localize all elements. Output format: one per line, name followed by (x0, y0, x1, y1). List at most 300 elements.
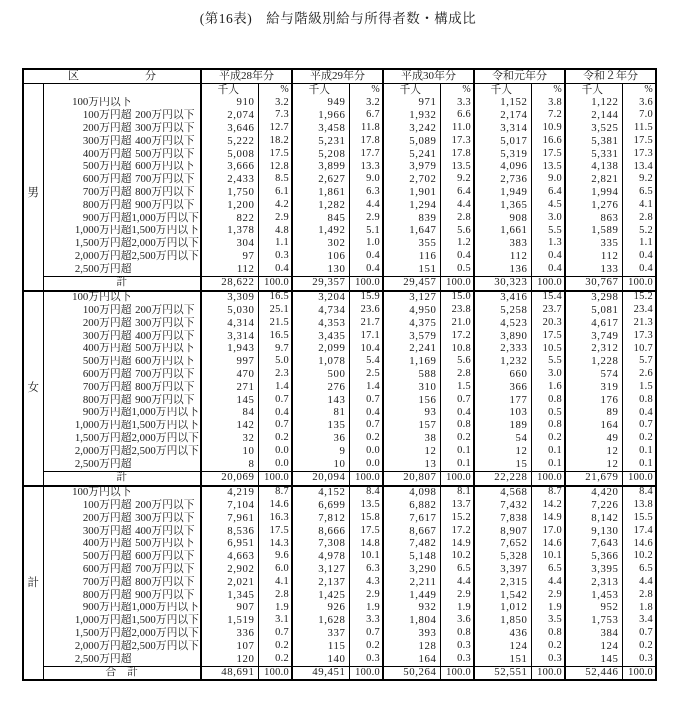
pct-cell: 13.5 (349, 499, 383, 512)
pct-cell: 17.5 (258, 148, 292, 161)
count-cell: 4,152 (292, 486, 349, 500)
unit-people-header: 千人 (474, 84, 531, 97)
count-cell: 3,666 (201, 161, 258, 174)
count-cell: 1,276 (565, 199, 622, 212)
table-body (23, 69, 656, 680)
pct-cell: 7.3 (258, 109, 292, 122)
count-cell: 1,078 (292, 356, 349, 369)
count-cell: 997 (201, 356, 258, 369)
pct-cell: 6.5 (531, 563, 565, 576)
count-cell: 3,127 (292, 563, 349, 576)
total-pct-cell: 100.0 (349, 276, 383, 290)
class-label-p1: 300万円超 (82, 134, 132, 147)
class-label-p1: 400万円超 (82, 147, 132, 160)
count-cell: 7,617 (383, 512, 440, 525)
class-label (43, 250, 201, 263)
class-label-p2: 1,500万円以下 (131, 614, 199, 627)
count-cell: 84 (201, 407, 258, 420)
count-cell: 500 (292, 368, 349, 381)
count-cell: 336 (201, 627, 258, 640)
pct-cell: 2.8 (622, 589, 656, 602)
count-cell: 1,932 (383, 109, 440, 122)
count-cell: 8,666 (292, 525, 349, 538)
pct-cell: 0.7 (258, 394, 292, 407)
count-cell: 3,395 (565, 563, 622, 576)
count-cell: 4,353 (292, 317, 349, 330)
pct-cell: 13.4 (622, 161, 656, 174)
pct-cell: 1.2 (440, 237, 474, 250)
class-label-p1: 600万円超 (82, 563, 132, 576)
count-cell: 8,536 (201, 525, 258, 538)
pct-cell: 21.7 (349, 317, 383, 330)
pct-cell: 2.9 (349, 212, 383, 225)
class-label (43, 161, 201, 174)
pct-cell: 9.0 (349, 173, 383, 186)
class-label (43, 563, 201, 576)
count-cell: 3,458 (292, 122, 349, 135)
pct-cell: 12.7 (258, 122, 292, 135)
count-cell: 151 (383, 263, 440, 276)
pct-cell: 4.8 (258, 225, 292, 238)
count-cell: 177 (474, 394, 531, 407)
pct-cell: 0.5 (440, 263, 474, 276)
pct-cell: 1.0 (349, 237, 383, 250)
class-label-p2: 200万円以下 (135, 109, 195, 122)
year-header: 平成30年分 (383, 69, 474, 84)
count-cell: 130 (292, 263, 349, 276)
count-cell: 1,365 (474, 199, 531, 212)
pct-cell: 5.7 (622, 356, 656, 369)
pct-cell: 1.9 (258, 602, 292, 615)
class-label (43, 394, 201, 407)
class-label-p1: 2,500万円超 (74, 457, 132, 470)
count-cell: 89 (565, 407, 622, 420)
class-label (43, 199, 201, 212)
gender-label: 女 (23, 291, 43, 486)
count-cell: 1,012 (474, 602, 531, 615)
pct-cell: 0.4 (531, 250, 565, 263)
pct-cell: 6.5 (622, 563, 656, 576)
class-label-p1: 2,500万円超 (74, 262, 132, 275)
pct-cell: 14.9 (531, 512, 565, 525)
count-cell: 5,331 (565, 148, 622, 161)
count-cell: 1,966 (292, 109, 349, 122)
count-cell: 93 (383, 407, 440, 420)
pct-cell: 14.6 (258, 499, 292, 512)
pct-cell: 14.6 (622, 538, 656, 551)
count-cell: 310 (383, 381, 440, 394)
pct-cell: 17.5 (622, 135, 656, 148)
pct-cell: 0.1 (531, 445, 565, 458)
pct-cell: 16.3 (258, 512, 292, 525)
count-cell: 4,096 (474, 161, 531, 174)
pct-cell: 0.2 (531, 432, 565, 445)
pct-cell: 7.0 (622, 109, 656, 122)
class-label-p1: 1,000万円超 (74, 224, 132, 237)
class-label-p2: 300万円以下 (135, 317, 195, 329)
pct-cell: 17.1 (349, 330, 383, 343)
count-cell: 4,375 (383, 317, 440, 330)
pct-cell: 16.5 (258, 330, 292, 343)
pct-cell: 14.2 (531, 499, 565, 512)
count-cell: 5,081 (565, 304, 622, 317)
pct-cell: 23.8 (440, 304, 474, 317)
class-label (43, 458, 201, 471)
pct-cell: 0.4 (349, 407, 383, 420)
class-label (43, 291, 201, 305)
pct-cell: 4.2 (258, 199, 292, 212)
pct-cell: 3.0 (531, 368, 565, 381)
pct-cell: 2.3 (258, 368, 292, 381)
class-label (43, 368, 201, 381)
pct-cell: 0.3 (440, 640, 474, 653)
count-cell: 128 (383, 640, 440, 653)
pct-cell: 17.4 (622, 525, 656, 538)
pct-cell: 2.8 (440, 212, 474, 225)
count-cell: 2,211 (383, 576, 440, 589)
count-cell: 4,098 (383, 486, 440, 500)
total-count-cell: 49,451 (292, 666, 349, 680)
class-label-p1: 200万円超 (82, 122, 132, 134)
count-cell: 133 (565, 263, 622, 276)
total-pct-cell: 100.0 (440, 666, 474, 680)
count-cell: 1,753 (565, 614, 622, 627)
count-cell: 949 (292, 97, 349, 110)
total-pct-cell: 100.0 (258, 666, 292, 680)
count-cell: 7,961 (201, 512, 258, 525)
pct-cell: 5.5 (531, 356, 565, 369)
pct-cell: 15.2 (622, 291, 656, 305)
pct-cell: 3.2 (258, 97, 292, 110)
pct-cell: 2.8 (258, 589, 292, 602)
class-label (43, 589, 201, 602)
class-label-p2: 900万円以下 (135, 588, 195, 601)
pct-cell: 1.8 (622, 602, 656, 615)
class-label-p2: 300万円以下 (135, 512, 195, 524)
class-label-p1: 300万円超 (82, 329, 132, 342)
total-pct-cell: 100.0 (622, 276, 656, 290)
count-cell: 660 (474, 368, 531, 381)
class-label (43, 135, 201, 148)
pct-cell: 0.7 (440, 394, 474, 407)
count-cell: 120 (201, 653, 258, 666)
pct-cell: 4.4 (440, 576, 474, 589)
pct-cell: 1.9 (440, 602, 474, 615)
pct-cell: 13.3 (349, 161, 383, 174)
count-cell: 3,314 (201, 330, 258, 343)
class-label-p1: 300万円超 (82, 524, 132, 537)
pct-cell: 0.1 (622, 445, 656, 458)
class-label-p2: 1,000万円以下 (131, 601, 199, 614)
class-label-p1: 1,000万円超 (74, 419, 132, 432)
class-label-p2: 1,500万円以下 (131, 419, 199, 432)
count-cell: 3,749 (565, 330, 622, 343)
count-cell: 2,627 (292, 173, 349, 186)
class-label (43, 499, 201, 512)
class-label-p2: 700万円以下 (135, 563, 195, 576)
class-label-p2: 600万円以下 (135, 550, 195, 563)
pct-cell: 17.3 (622, 148, 656, 161)
class-label (43, 640, 201, 653)
corner-header-left: 区 (68, 69, 79, 82)
count-cell: 3,309 (201, 291, 258, 305)
count-cell: 863 (565, 212, 622, 225)
count-cell: 2,736 (474, 173, 531, 186)
pct-cell: 3.1 (258, 614, 292, 627)
class-label-p1: 200万円超 (82, 512, 132, 524)
count-cell: 157 (383, 420, 440, 433)
pct-cell: 0.8 (531, 420, 565, 433)
count-cell: 3,290 (383, 563, 440, 576)
pct-cell: 2.8 (622, 212, 656, 225)
count-cell: 12 (383, 445, 440, 458)
class-label-p2: 1,000万円以下 (131, 211, 199, 224)
count-cell: 2,315 (474, 576, 531, 589)
class-label-p1: 700万円超 (82, 381, 132, 393)
header-spacer-gender (23, 84, 43, 97)
class-label-p1: 700万円超 (82, 576, 132, 588)
class-label (43, 304, 201, 317)
total-pct-cell: 100.0 (349, 666, 383, 680)
pct-cell: 1.4 (258, 381, 292, 394)
pct-cell: 0.8 (531, 627, 565, 640)
class-label (43, 486, 201, 500)
total-count-cell: 20,094 (292, 471, 349, 485)
pct-cell: 13.8 (622, 499, 656, 512)
unit-pct-header: % (258, 84, 292, 97)
count-cell: 8,907 (474, 525, 531, 538)
pct-cell: 25.1 (258, 304, 292, 317)
pct-cell: 4.4 (440, 199, 474, 212)
total-pct-cell: 100.0 (622, 666, 656, 680)
pct-cell: 0.0 (258, 445, 292, 458)
count-cell: 337 (292, 627, 349, 640)
pct-cell: 0.7 (258, 420, 292, 433)
count-cell: 1,861 (292, 186, 349, 199)
count-cell: 470 (201, 368, 258, 381)
pct-cell: 21.5 (258, 317, 292, 330)
count-cell: 112 (474, 250, 531, 263)
count-cell: 164 (383, 653, 440, 666)
total-count-cell: 28,622 (201, 276, 258, 290)
count-cell: 1,647 (383, 225, 440, 238)
pct-cell: 0.1 (622, 458, 656, 471)
class-label (43, 173, 201, 186)
class-label-p2: 200万円以下 (135, 499, 195, 512)
pct-cell: 15.8 (349, 512, 383, 525)
pct-cell: 17.2 (440, 330, 474, 343)
count-cell: 3,525 (565, 122, 622, 135)
pct-cell: 17.5 (531, 330, 565, 343)
class-label-p1: 500万円超 (82, 550, 132, 563)
pct-cell: 12.8 (258, 161, 292, 174)
pct-cell: 0.7 (622, 420, 656, 433)
class-label-p1: 2,000万円超 (74, 640, 132, 652)
pct-cell: 6.6 (440, 109, 474, 122)
count-cell: 8,142 (565, 512, 622, 525)
count-cell: 49 (565, 432, 622, 445)
class-label-p1: 100万円超 (82, 109, 132, 122)
pct-cell: 1.1 (258, 237, 292, 250)
count-cell: 1,122 (565, 97, 622, 110)
year-header: 令和２年分 (565, 69, 656, 84)
class-label-p1: 800万円超 (82, 198, 132, 211)
pct-cell: 10.9 (531, 122, 565, 135)
count-cell: 9,130 (565, 525, 622, 538)
class-label-p1: 900万円超 (82, 601, 132, 614)
count-cell: 1,200 (201, 199, 258, 212)
pct-cell: 0.5 (531, 407, 565, 420)
unit-pct-header: % (349, 84, 383, 97)
unit-people-header: 千人 (565, 84, 622, 97)
pct-cell: 0.2 (258, 640, 292, 653)
count-cell: 1,850 (474, 614, 531, 627)
count-cell: 1,628 (292, 614, 349, 627)
class-label (43, 525, 201, 538)
total-count-cell: 30,767 (565, 276, 622, 290)
pct-cell: 3.3 (440, 97, 474, 110)
class-label-p2: 800万円以下 (135, 186, 195, 198)
class-label-p2: 500万円以下 (135, 342, 195, 355)
class-label (43, 97, 201, 110)
class-label (43, 602, 201, 615)
year-header: 平成28年分 (201, 69, 292, 84)
count-cell: 3,646 (201, 122, 258, 135)
class-label-p2: 400万円以下 (135, 524, 195, 537)
pct-cell: 17.3 (622, 330, 656, 343)
count-cell: 1,294 (383, 199, 440, 212)
count-cell: 4,734 (292, 304, 349, 317)
count-cell: 106 (292, 250, 349, 263)
pct-cell: 13.7 (440, 499, 474, 512)
count-cell: 4,138 (565, 161, 622, 174)
class-label-p1: 1,500万円超 (74, 237, 132, 250)
pct-cell: 1.5 (440, 381, 474, 394)
count-cell: 4,950 (383, 304, 440, 317)
count-cell: 4,219 (201, 486, 258, 500)
count-cell: 7,812 (292, 512, 349, 525)
pct-cell: 4.4 (622, 576, 656, 589)
pct-cell: 0.3 (622, 653, 656, 666)
class-label-p2: 500万円以下 (135, 537, 195, 550)
pct-cell: 6.5 (440, 563, 474, 576)
count-cell: 2,074 (201, 109, 258, 122)
pct-cell: 23.7 (531, 304, 565, 317)
pct-cell: 4.4 (349, 199, 383, 212)
count-cell: 335 (565, 237, 622, 250)
total-count-cell: 29,457 (383, 276, 440, 290)
pct-cell: 0.8 (440, 627, 474, 640)
count-cell: 2,137 (292, 576, 349, 589)
pct-cell: 8.7 (531, 486, 565, 500)
pct-cell: 21.0 (440, 317, 474, 330)
class-label-p1: 600万円超 (82, 173, 132, 186)
count-cell: 276 (292, 381, 349, 394)
count-cell: 107 (201, 640, 258, 653)
class-label (43, 212, 201, 225)
pct-cell: 17.0 (531, 525, 565, 538)
class-label-p1: 100万円超 (82, 304, 132, 317)
pct-cell: 5.5 (531, 225, 565, 238)
count-cell: 971 (383, 97, 440, 110)
pct-cell: 8.7 (258, 486, 292, 500)
pct-cell: 6.1 (258, 186, 292, 199)
pct-cell: 17.5 (349, 525, 383, 538)
class-label (43, 122, 201, 135)
class-label-p2: 1,500万円以下 (131, 224, 199, 237)
pct-cell: 0.4 (258, 407, 292, 420)
pct-cell: 16.5 (258, 291, 292, 305)
count-cell: 54 (474, 432, 531, 445)
pct-cell: 0.1 (440, 445, 474, 458)
class-label (43, 109, 201, 122)
pct-cell: 17.5 (258, 525, 292, 538)
gender-label: 男 (23, 97, 43, 291)
class-label-p2: 2,500万円以下 (131, 250, 199, 262)
total-pct-cell: 100.0 (440, 471, 474, 485)
pct-cell: 0.4 (622, 407, 656, 420)
total-count-cell: 22,228 (474, 471, 531, 485)
count-cell: 5,241 (383, 148, 440, 161)
pct-cell: 6.4 (531, 186, 565, 199)
total-pct-cell: 100.0 (531, 471, 565, 485)
count-cell: 3,890 (474, 330, 531, 343)
class-label-p1: 800万円超 (82, 393, 132, 406)
pct-cell: 0.0 (258, 458, 292, 471)
pct-cell: 10.1 (531, 550, 565, 563)
count-cell: 366 (474, 381, 531, 394)
pct-cell: 0.2 (258, 432, 292, 445)
class-label (43, 445, 201, 458)
pct-cell: 0.2 (622, 640, 656, 653)
pct-cell: 2.6 (622, 368, 656, 381)
class-label-p2: 700万円以下 (135, 368, 195, 381)
count-cell: 2,312 (565, 343, 622, 356)
class-label-p1: 2,000万円超 (74, 445, 132, 457)
pct-cell: 14.6 (531, 538, 565, 551)
count-cell: 7,643 (565, 538, 622, 551)
count-cell: 36 (292, 432, 349, 445)
pct-cell: 6.5 (622, 186, 656, 199)
pct-cell: 17.5 (531, 148, 565, 161)
count-cell: 1,750 (201, 186, 258, 199)
count-cell: 5,208 (292, 148, 349, 161)
count-cell: 1,589 (565, 225, 622, 238)
total-count-cell: 20,069 (201, 471, 258, 485)
class-label (43, 330, 201, 343)
pct-cell: 13.5 (531, 161, 565, 174)
class-label (43, 225, 201, 238)
count-cell: 393 (383, 627, 440, 640)
salary-class-table (22, 68, 657, 681)
class-label-p1: 400万円超 (82, 537, 132, 550)
count-cell: 5,222 (201, 135, 258, 148)
count-cell: 304 (201, 237, 258, 250)
pct-cell: 2.9 (349, 589, 383, 602)
pct-cell: 18.2 (258, 135, 292, 148)
count-cell: 136 (474, 263, 531, 276)
count-cell: 140 (292, 653, 349, 666)
year-header: 平成29年分 (292, 69, 383, 84)
pct-cell: 4.1 (258, 576, 292, 589)
count-cell: 143 (292, 394, 349, 407)
total-pct-cell: 100.0 (531, 276, 565, 290)
class-label-p1: 800万円超 (82, 588, 132, 601)
pct-cell: 0.4 (440, 407, 474, 420)
class-label-p1: 2,500万円超 (74, 652, 132, 665)
count-cell: 9 (292, 445, 349, 458)
class-label (43, 237, 201, 250)
